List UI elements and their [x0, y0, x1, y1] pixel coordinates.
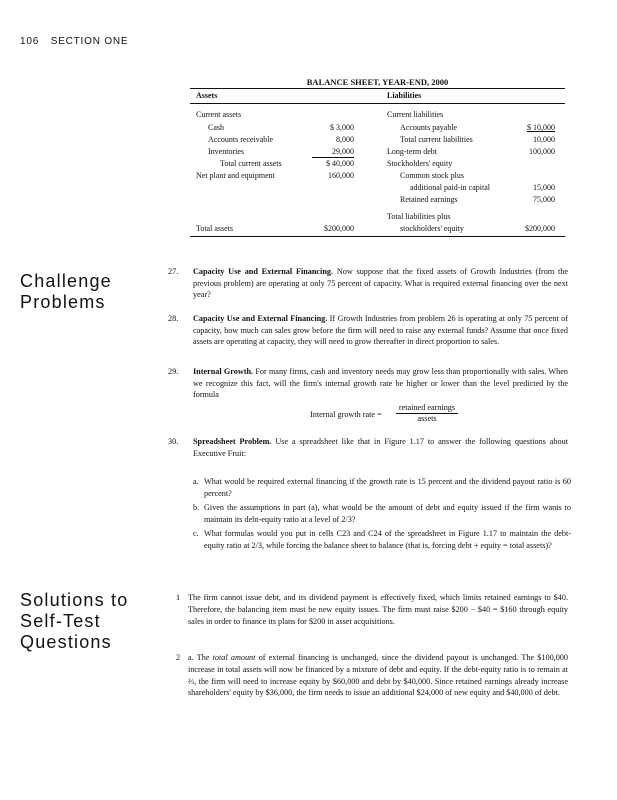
liability-value: 100,000	[529, 147, 555, 156]
subpart-c	[193, 528, 571, 551]
liability-value: 15,000	[533, 183, 555, 192]
liability-label: Current liabilities	[387, 110, 444, 119]
solution-text: The firm cannot issue debt, and its dividend payment is effectively fixed, which limits retained earnings to $40. Therefore, the balancing item must be new equity issues. The firm must raise $200 − $40 = $160 through equity sales in order to finance its plans for $200 in asset acquisitions.	[188, 593, 568, 626]
formula-denominator: assets	[417, 414, 437, 423]
subpart-a	[193, 476, 571, 499]
solution-text: of external financing is unchanged, since the dividend payout is unchanged. The $100,000 increase in total assets will now be financed by a mixture of debt and equity. If the debt-equity ratio is to remain at ⅔, the firm will need to increase equity by $60,000 and debt by $40,000. Since retained earnings already increase shareholders' equity by $36,000, the firm needs to issue an additional $24,000 of new equity and $40,000 of debt.	[188, 653, 568, 698]
liability-label: Total current liabilities	[400, 135, 473, 144]
problem-27	[168, 266, 568, 301]
subpart-letter: c.	[193, 529, 199, 538]
solution-1	[176, 592, 568, 627]
subpart-letter: b.	[193, 503, 200, 512]
asset-value: 29,000	[332, 147, 354, 156]
subpart-text: What formulas would you put in cells C23 and C24 of the spreadsheet in Figure 1.17 to maintain the debt-equity ratio at 2/3, while forcing the balance sheet to balance (that is, forcing debt + equity = total assets)?	[204, 529, 571, 550]
liability-value: 10,000	[533, 135, 555, 144]
solution-text: a. The	[188, 653, 213, 662]
formula-label: Internal growth rate =	[310, 410, 382, 419]
asset-label: Total assets	[196, 224, 233, 233]
balance-sheet-title: BALANCE SHEET, YEAR-END, 2000	[306, 77, 449, 87]
liabilities-heading: Liabilities	[387, 91, 422, 100]
liability-label: Total liabilities plus	[387, 212, 451, 221]
problem-30	[168, 436, 568, 459]
liability-label: Stockholders' equity	[387, 159, 453, 168]
subpart-b	[193, 502, 571, 525]
challenge-problems-heading	[20, 271, 112, 313]
problem-text: Use a spreadsheet like that in Figure 1.17 to answer the following questions about Executive Fruit:	[193, 437, 568, 458]
asset-label: Current assets	[196, 110, 242, 119]
solution-number: 2	[176, 653, 181, 662]
heading-line: Challenge	[20, 271, 112, 291]
asset-label: Accounts receivable	[208, 135, 274, 144]
internal-growth-formula	[310, 403, 510, 423]
running-header	[20, 36, 136, 47]
table-rule-bottom	[190, 236, 565, 237]
formula-numerator: retained earnings	[396, 403, 458, 414]
section-label: SECTION ONE	[50, 36, 129, 47]
asset-label: Net plant and equipment	[196, 171, 275, 180]
asset-value: $ 3,000	[330, 123, 354, 132]
solutions-heading	[20, 590, 128, 653]
asset-label: Cash	[208, 123, 224, 132]
problem-29	[168, 366, 568, 401]
asset-value: 160,000	[328, 171, 354, 180]
page-number: 106	[20, 36, 40, 47]
liability-label: Accounts payable	[400, 123, 458, 132]
subpart-text: What would be required external financing if the growth rate is 15 percent and the dividend payout ratio is 60 percent?	[204, 477, 571, 498]
problem-title: Capacity Use and External Financing.	[193, 314, 328, 323]
liability-value: $ 10,000	[527, 123, 555, 132]
problem-text: Now suppose that the fixed assets of Growth Industries (from the previous problem) are operating at only 75 percent of capacity. What is required external financing over the next year?	[193, 267, 568, 300]
formula-fraction	[396, 403, 458, 424]
problem-title: Internal Growth.	[193, 367, 254, 376]
problem-number: 30.	[168, 437, 179, 446]
problem-title: Capacity Use and External Financing.	[193, 267, 334, 276]
solution-number: 1	[176, 593, 181, 602]
heading-line: Questions	[20, 632, 112, 652]
problem-number: 28.	[168, 314, 179, 323]
asset-value: $200,000	[324, 224, 354, 233]
problem-title: Spreadsheet Problem.	[193, 437, 272, 446]
problem-text: For many firms, cash and inventory needs may grow less than proportionally with sales. When we recognize this fact, will the firm's internal growth rate be higher or lower than the level predicted by the formula	[193, 367, 568, 400]
heading-line: Problems	[20, 292, 106, 312]
subpart-letter: a.	[193, 477, 199, 486]
liability-label: Common stock plus	[400, 171, 465, 180]
assets-heading: Assets	[196, 91, 218, 100]
solution-2	[176, 652, 568, 699]
heading-line: Solutions to	[20, 590, 129, 610]
liability-label: stockholders' equity	[400, 224, 464, 233]
table-rule-header	[190, 103, 565, 104]
problem-text: If Growth Industries from problem 26 is operating at only 75 percent of capacity, how much can sales grow before the firm will need to raise any external funds? Assume that once fixed assets are operating at capacity, they will need to grow thereafter in direct proportion to sales.	[193, 314, 568, 347]
liability-label: Retained earnings	[400, 195, 458, 204]
subtotal-underline	[312, 157, 354, 158]
liability-value: 75,000	[533, 195, 555, 204]
asset-label: Inventories	[208, 147, 244, 156]
problem-number: 29.	[168, 367, 179, 376]
asset-value: 8,000	[336, 135, 354, 144]
solution-emphasis: total amount	[212, 653, 256, 662]
heading-line: Self-Test	[20, 611, 101, 631]
problem-number: 27.	[168, 267, 179, 276]
liability-label: additional paid-in capital	[410, 183, 490, 192]
problem-28	[168, 313, 568, 348]
asset-value: $ 40,000	[326, 159, 354, 168]
table-rule-top	[190, 88, 565, 89]
subpart-text: Given the assumptions in part (a), what would be the amount of debt and equity issued if the firm wants to maintain its debt-equity ratio at a level of 2/3?	[204, 503, 571, 524]
liability-value: $200,000	[525, 224, 555, 233]
liability-label: Long-term debt	[387, 147, 437, 156]
asset-label: Total current assets	[220, 159, 282, 168]
